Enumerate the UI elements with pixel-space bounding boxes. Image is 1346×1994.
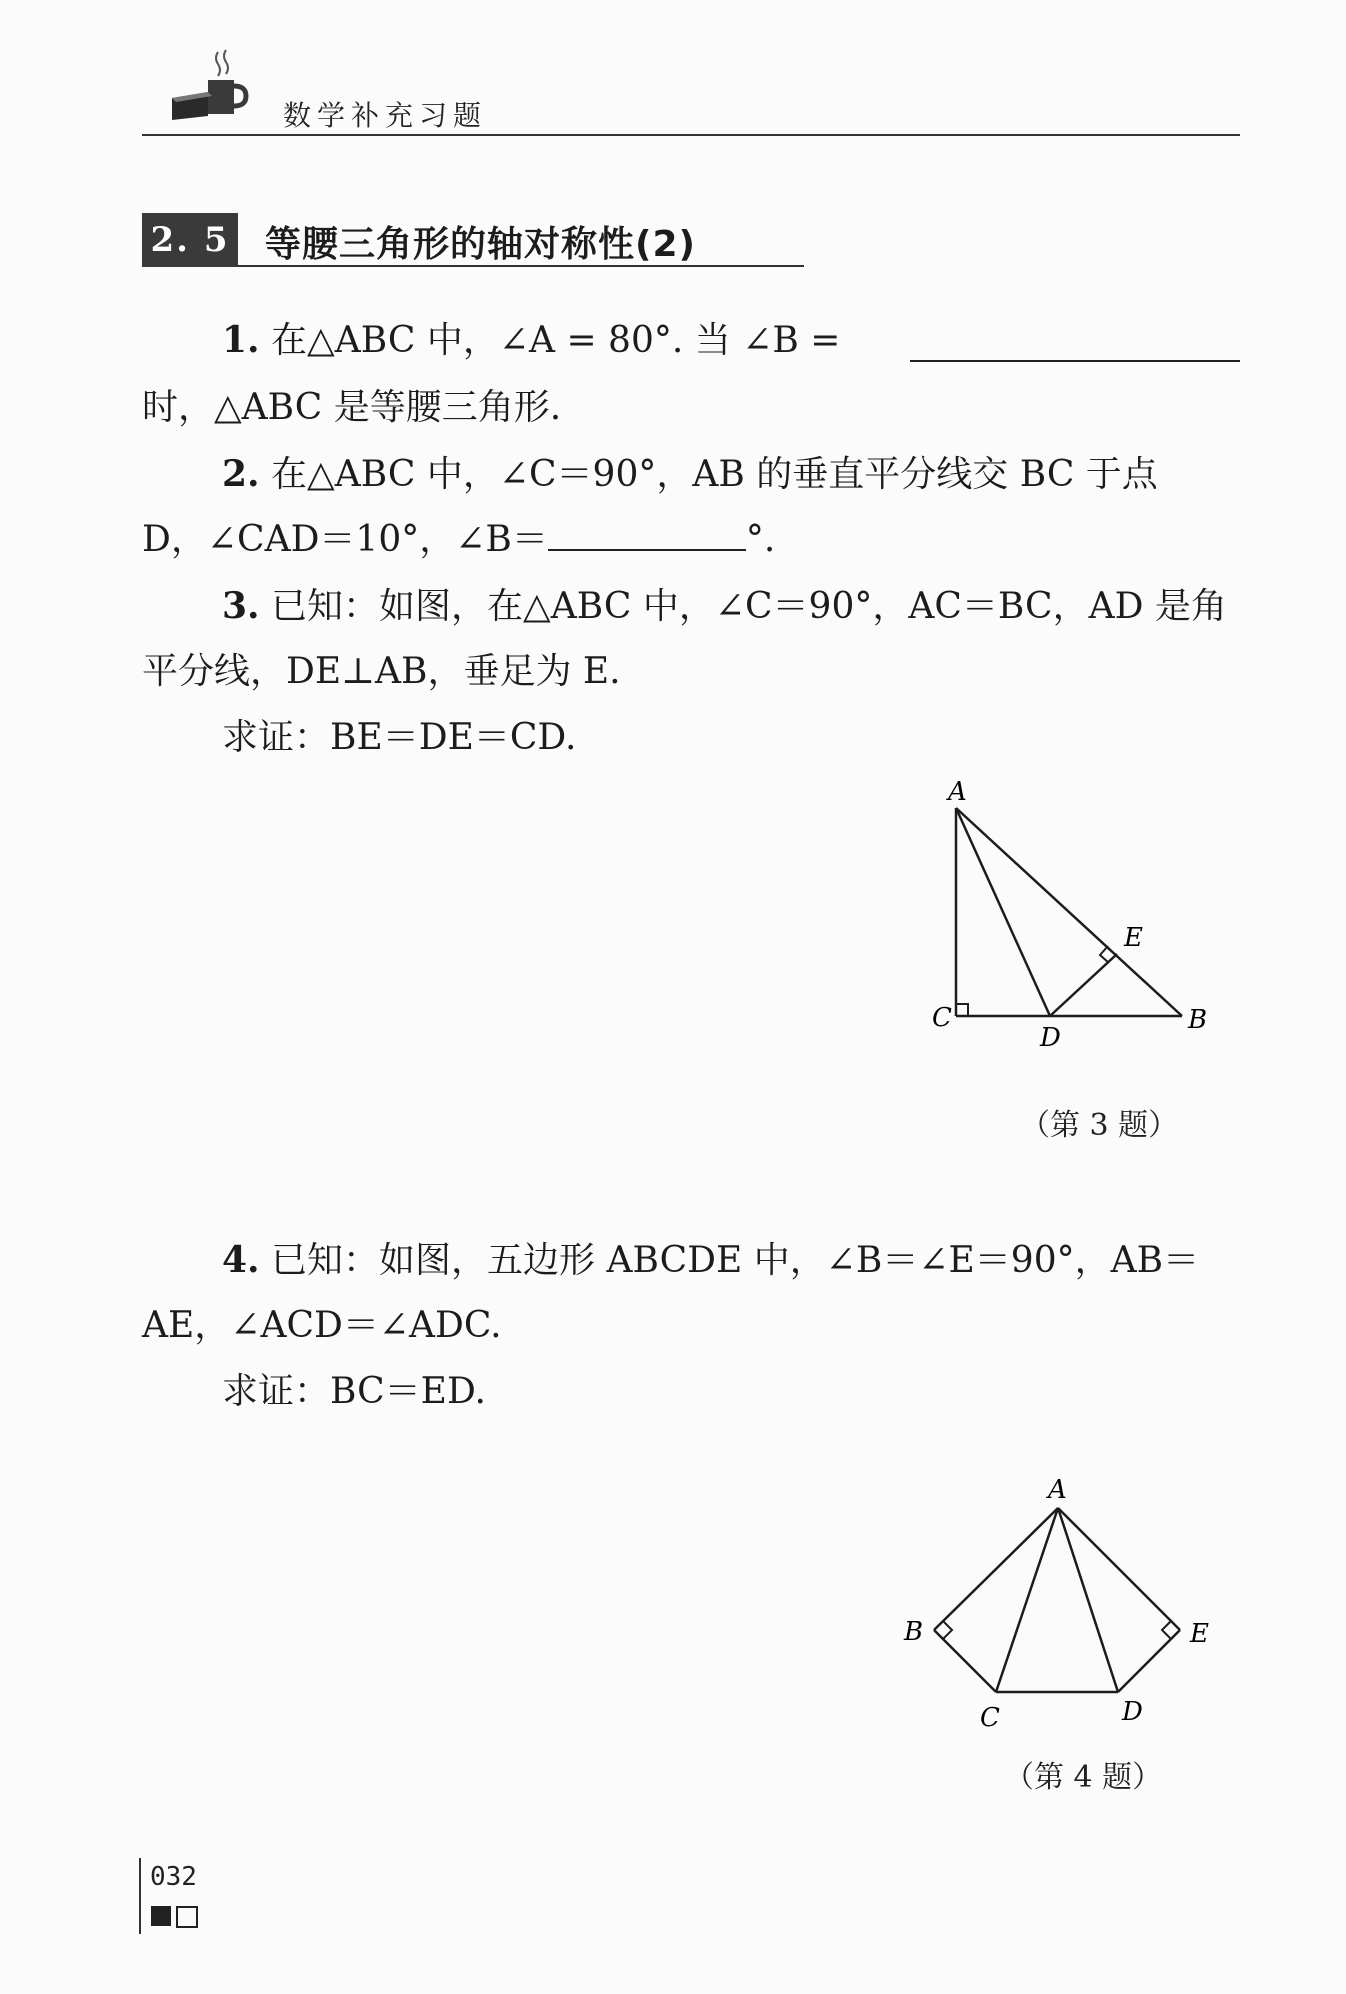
question-4-line-1	[222, 1238, 1199, 1283]
segment-ac	[996, 1508, 1058, 1692]
question-1-line-1	[222, 318, 840, 363]
question-1-text-1: 在△ABC 中，∠A = 80°. 当 ∠B =	[271, 320, 841, 361]
section-number-badge: 2. 5	[142, 213, 238, 267]
question-2-text-1: 在△ABC 中，∠C＝90°，AB 的垂直平分线交 BC 于点	[271, 454, 1158, 495]
figure-3-diagram	[920, 770, 1240, 1050]
filled-square-icon	[151, 1906, 171, 1926]
figure-3-label-d: D	[1040, 1023, 1061, 1050]
question-2-line-1	[222, 452, 1158, 497]
question-2-line-2	[142, 518, 775, 562]
figure-4-label-a: A	[1048, 1475, 1067, 1505]
question-1-line-2: 时，△ABC 是等腰三角形.	[142, 387, 562, 428]
question-2-text-3: °.	[745, 519, 776, 560]
segment-ad	[1058, 1508, 1118, 1692]
question-3-text-1: 已知：如图，在△ABC 中，∠C＝90°，AC＝BC，AD 是角	[271, 586, 1227, 627]
figure-4-label-b: B	[904, 1617, 924, 1647]
figure-3-caption: （第 3 题）	[1020, 1108, 1179, 1143]
segment-ab	[934, 1508, 1058, 1630]
right-angle-mark-e	[1162, 1621, 1171, 1639]
right-angle-mark-b	[943, 1621, 952, 1639]
question-4-line-2: AE，∠ACD＝∠ADC.	[142, 1305, 502, 1346]
book-and-mug-icon	[168, 46, 258, 126]
question-4-text-1: 已知：如图，五边形 ABCDE 中，∠B＝∠E＝90°，AB＝	[271, 1240, 1200, 1281]
question-3-line-2: 平分线，DE⊥AB，垂足为 E.	[142, 651, 621, 692]
figure-4-label-c: C	[980, 1703, 1000, 1733]
question-2-answer-blank[interactable]	[548, 519, 746, 551]
segment-ab	[956, 808, 1182, 1016]
question-3-line-3: 求证：BE＝DE＝CD.	[222, 717, 577, 758]
segment-ad	[956, 808, 1050, 1016]
figure-3-label-c: C	[932, 1003, 952, 1033]
figure-3-label-b: B	[1188, 1005, 1208, 1035]
question-2-number: 2.	[222, 453, 260, 495]
figure-3-label-a: A	[948, 777, 967, 807]
figure-4-label-e: E	[1190, 1619, 1209, 1649]
question-3-line-1	[222, 584, 1227, 629]
question-3-number: 3.	[222, 585, 260, 627]
question-4-number: 4.	[222, 1239, 260, 1281]
header-rule	[142, 134, 1240, 136]
question-1-number: 1.	[222, 319, 260, 361]
section-rule	[238, 265, 804, 267]
right-angle-mark-c	[956, 1004, 968, 1016]
footer-bar	[139, 1858, 141, 1934]
section-title: 等腰三角形的轴对称性(2)	[265, 224, 696, 265]
header-title: 数学补充习题	[283, 99, 488, 132]
figure-4-diagram	[890, 1470, 1230, 1740]
question-4-line-3: 求证：BC＝ED.	[222, 1371, 486, 1412]
figure-4-caption: （第 4 题）	[1004, 1760, 1163, 1795]
segment-ea	[1058, 1508, 1180, 1630]
figure-3-label-e: E	[1124, 923, 1143, 953]
empty-square-icon	[176, 1906, 198, 1928]
figure-4-label-d: D	[1122, 1697, 1143, 1727]
segment-bc	[934, 1630, 996, 1692]
page-number: 032	[150, 1862, 197, 1892]
question-2-text-2: D，∠CAD＝10°，∠B＝	[142, 519, 548, 560]
question-1-answer-blank[interactable]	[910, 330, 1240, 362]
segment-de	[1050, 954, 1117, 1016]
